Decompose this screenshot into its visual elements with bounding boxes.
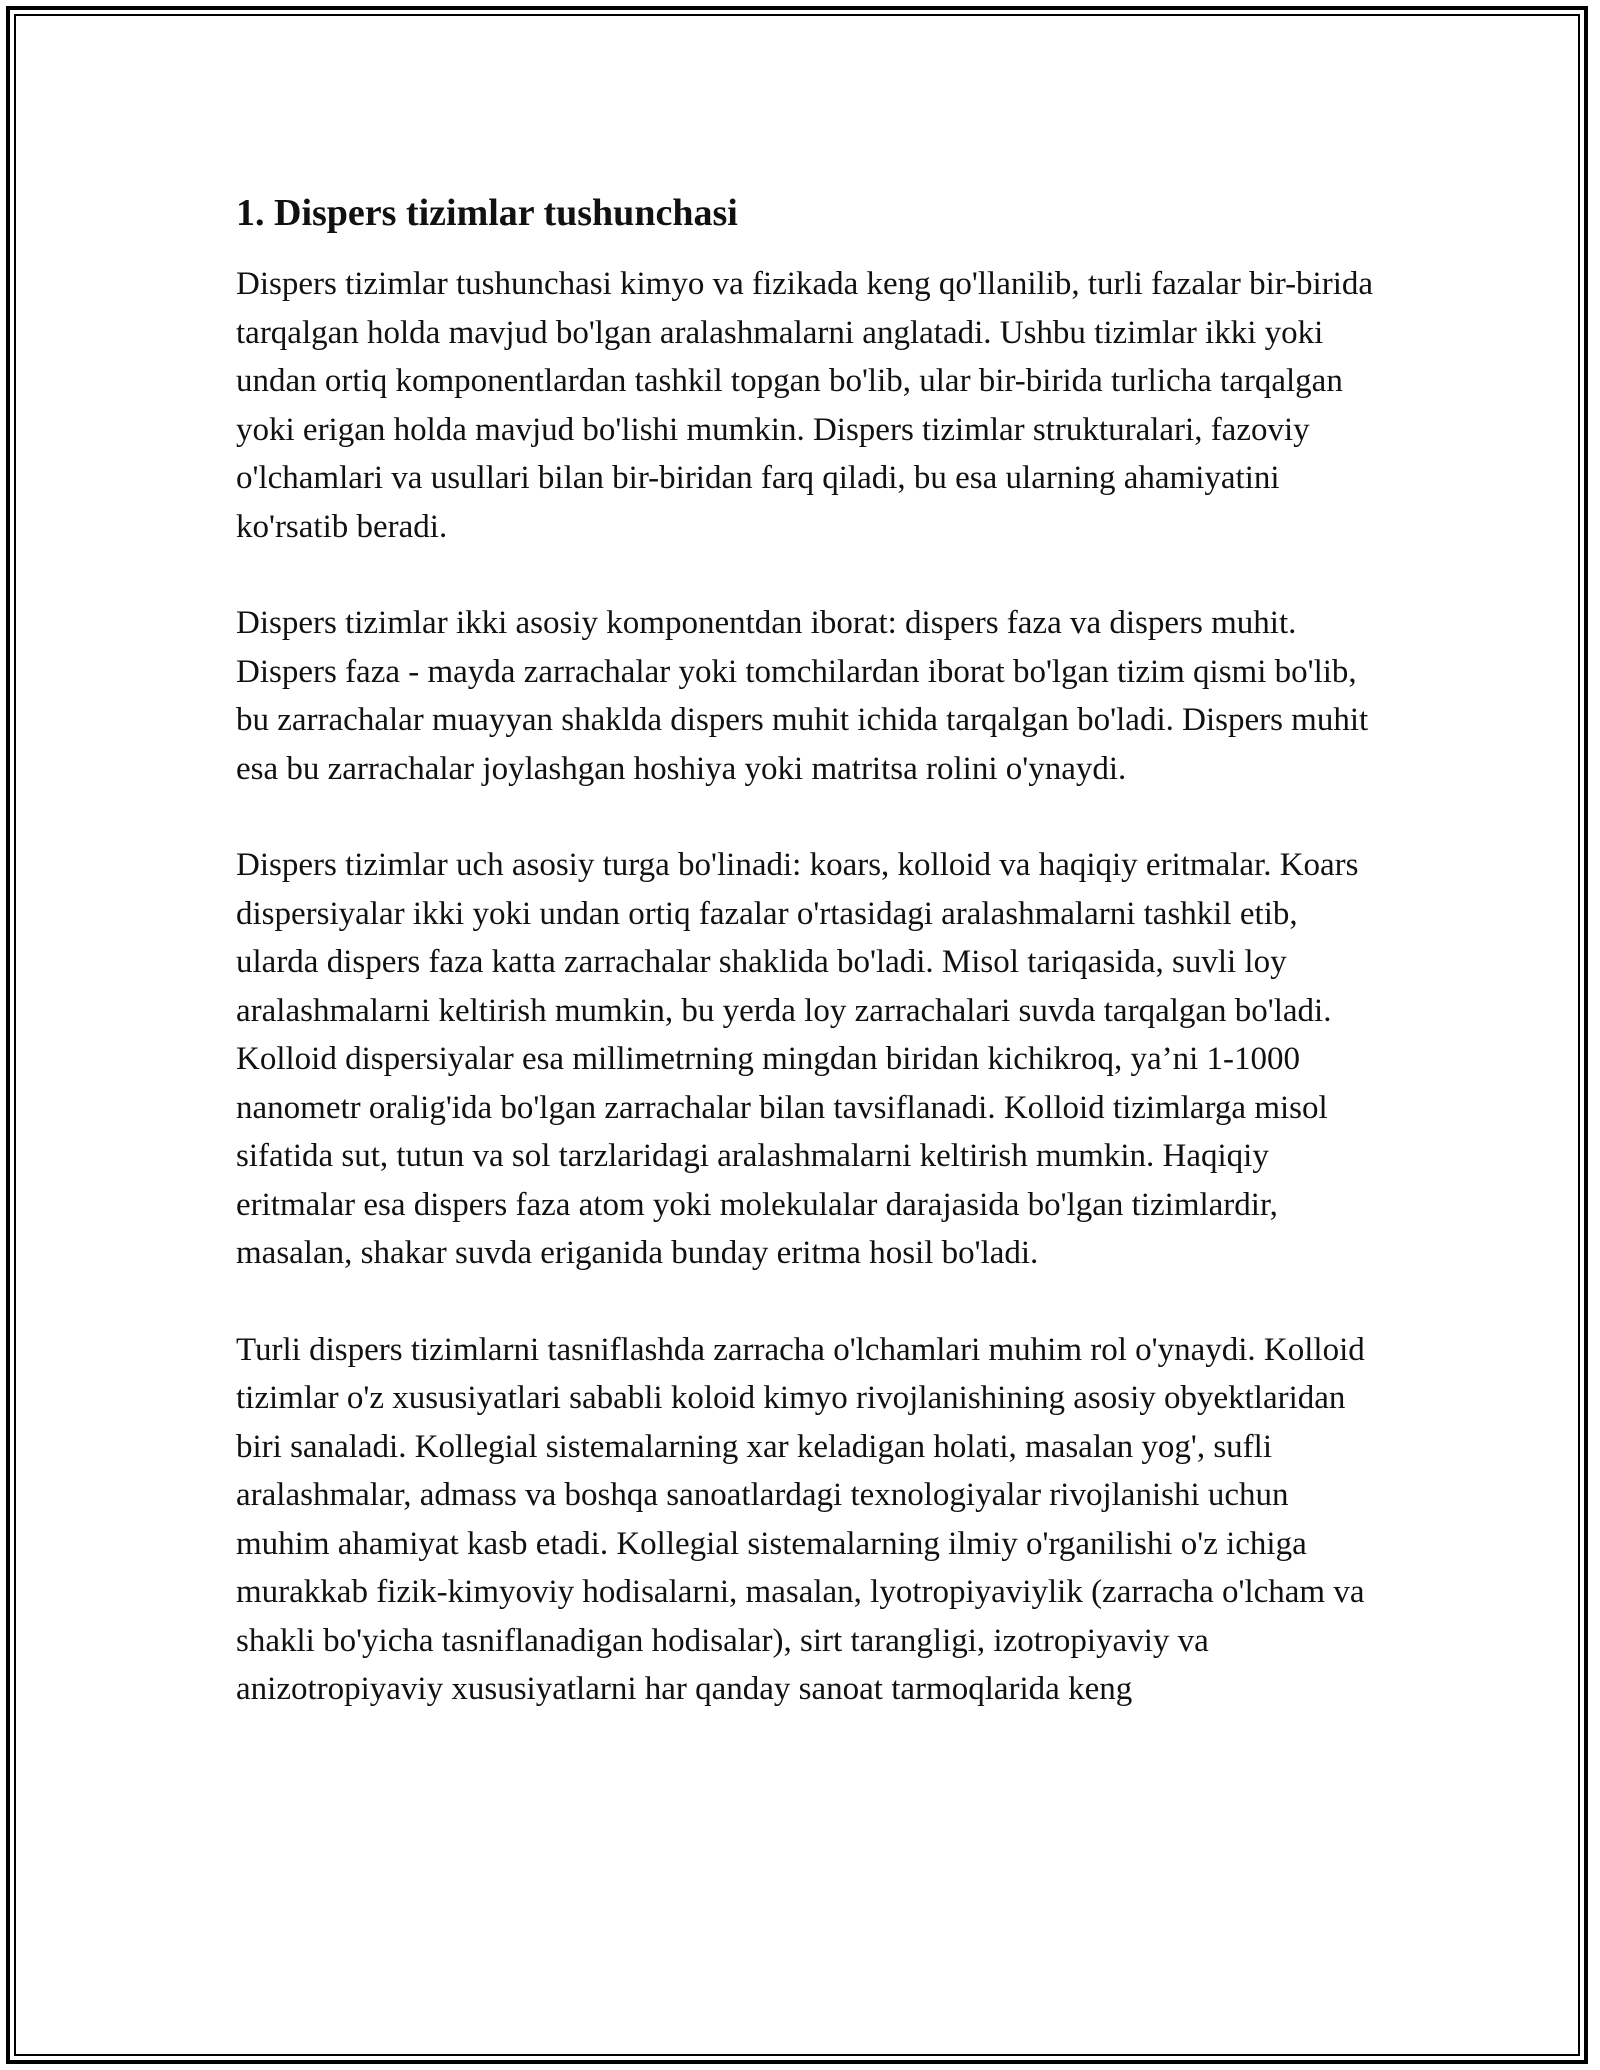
paragraph-3: Dispers tizimlar uch asosiy turga bo'linadi: koars, kolloid va haqiqiy eritmalar. Koars dispersiyalar ikki yoki undan ortiq fazalar o'rtasidagi aralashmalarni tashkil etib, ularda dispers faza katta zarrachalar shaklida bo'ladi. Misol tariqasida, suvli loy aralashmalarni keltirish mumkin, bu yerda loy zarrachalari suvda tarqalgan bo'ladi. Kolloid dispersiyalar esa millimetrning mingdan biridan kichikroq, ya’ni 1-1000 nanometr oralig'ida bo'lgan zarrachalar bilan tavsiflanadi. Kolloid tizimlarga misol sifatida sut, tutun va sol tarzlaridagi aralashmalarni keltirish mumkin. Haqiqiy eritmalar esa dispers faza atom yoki molekulalar darajasida bo'lgan tizimlardir, masalan, shakar suvda eriganida bunday eritma hosil bo'ladi. bbox=[236, 847, 1359, 1271]
paragraph-1: Dispers tizimlar tushunchasi kimyo va fizikada keng qo'llanilib, turli fazalar bir-birida tarqalgan holda mavjud bo'lgan aralashmalarni anglatadi. Ushbu tizimlar ikki yoki undan ortiq komponentlardan tashkil topgan bo'lib, ular bir-birida turlicha tarqalgan yoki erigan holda mavjud bo'lishi mumkin. Dispers tizimlar strukturalari, fazoviy o'lchamlari va usullari bilan bir-biridan farq qiladi, bu esa ularning ahamiyatini ko'rsatib beradi. bbox=[236, 266, 1374, 545]
document-body bbox=[236, 188, 1376, 1762]
section-heading: 1. Dispers tizimlar tushunchasi bbox=[236, 192, 738, 234]
paragraph-2: Dispers tizimlar ikki asosiy komponentdan iborat: dispers faza va dispers muhit. Dispers faza - mayda zarrachalar yoki tomchilardan iborat bo'lgan tizim qismi bo'lib, bu zarrachalar muayyan shaklda dispers muhit ichida tarqalgan bo'ladi. Dispers muhit esa bu zarrachalar joylashgan hoshiya yoki matritsa rolini o'ynaydi. bbox=[236, 605, 1369, 787]
paragraph-4: Turli dispers tizimlarni tasniflashda zarracha o'lchamlari muhim rol o'ynaydi. Kolloid tizimlar o'z xususiyatlari sababli koloid kimyo rivojlanishining asosiy obyektlaridan biri sanaladi. Kollegial sistemalarning xar keladigan holati, masalan yog', sufli aralashmalar, admass va boshqa sanoatlardagi texnologiyalar rivojlanishi uchun muhim ahamiyat kasb etadi. Kollegial sistemalarning ilmiy o'rganilishi o'z ichiga murakkab fizik-kimyoviy hodisalarni, masalan, lyotropiyaviylik (zarracha o'lcham va shakli bo'yicha tasniflanadigan hodisalar), sirt tarangligi, izotropiyaviy va anizotropiyaviy xususiyatlarni har qanday sanoat tarmoqlarida keng bbox=[236, 1331, 1365, 1707]
